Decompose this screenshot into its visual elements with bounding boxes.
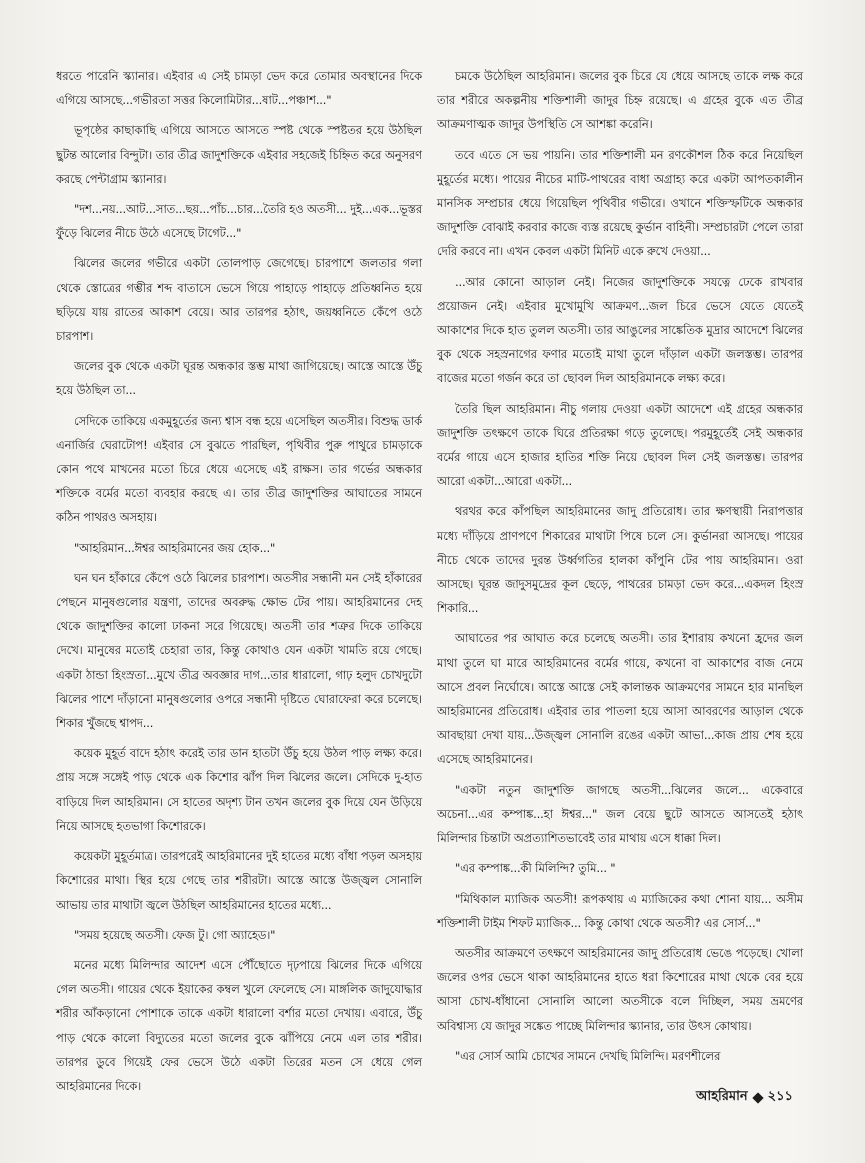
diamond-icon	[752, 1092, 763, 1103]
right-text-column	[437, 64, 803, 1074]
paragraph: চমকে উঠেছিল আহরিমান। জলের বুক চিরে যে ধেয়ে আসছে তাকে লক্ষ করে তার শরীরে অকল্পনীয় শক্তিশালী জাদুর চিহ্ন রয়েছে। এ গ্রহের বুকে এত তীব্র আক্রমণাত্মক জাদুর উপস্থিতি সে আশঙ্কা করেনি।	[437, 69, 803, 132]
running-title: আহরিমান	[696, 1089, 748, 1104]
paragraph: তৈরি ছিল আহরিমান। নীচু গলায় দেওয়া একটা আদেশে এই গ্রহের অন্ধকার জাদুশক্তি তৎক্ষণে তাকে ঘিরে প্রতিরক্ষা গড়ে তুলেছে। পরমুহূর্তেই সেই অন্ধকার বর্মের গায়ে এসে হাজার হাতির শক্তি নিয়ে ছোবল দিল সেই জলস্তম্ভ। তারপর আরো একটা...আরো একটা...	[437, 401, 803, 489]
paragraph: ঝিলের জলের গভীরে একটা তোলপাড় জেগেছে। চারপাশে জলতার গলা থেকে স্তোত্রের গম্ভীর শব্দ বাতাসে ভেসে গিয়ে পাহাড়ে পাহাড়ে প্রতিধ্বনিত হয়ে ছড়িয়ে যায় রাতের আকাশ বেয়ে। আর তারপর হঠাৎ, জয়ধ্বনিতে কেঁপে ওঠে চারপাশ।	[56, 256, 422, 344]
paragraph: কয়েকটা মুহূর্তমাত্র। তারপরেই আহরিমানের দুই হাতের মধ্যে বাঁধা পড়ল অসহায় কিশোরের মাথা। স্থির হয়ে গেছে তার শরীরটা। আস্তে আস্তে উজ্জ্বল সোনালি আভায় তার মাথাটা জ্বলে উঠছিল আহরিমানের হাতের মধ্যে...	[56, 849, 422, 912]
paragraph: ভূপৃষ্ঠের কাছাকাছি এগিয়ে আসতে আসতে স্পষ্ট থেকে স্পষ্টতর হয়ে উঠছিল ছুটন্ত আলোর বিন্দুটা। তার তীব্র জাদুশক্তিকে এইবার সহজেই চিহ্নিত করে অনুসরণ করছে পেন্টাগ্রাম স্ক্যানার।	[56, 123, 422, 186]
paragraph: "একটা নতুন জাদুশক্তি জাগছে অতসী...ঝিলের জলে... একেবারে অচেনা...এর কম্পাঙ্ক...হা ঈশ্বর..." জল বেয়ে ছুটে আসতে আসতেই হঠাৎ মিলিন্দার চিন্তাটা অপ্রত্যাশিতভাবেই তার মাথায় এসে ধাক্কা দিল।	[437, 782, 803, 846]
paragraph: ...আর কোনো আড়াল নেই। নিজের জাদুশক্তিকে সযত্নে ঢেকে রাখবার প্রয়োজন নেই। এইবার মুখোমুখি আক্রমণ...জল চিরে ভেসে যেতে যেতেই আকাশের দিকে হাত তুলল অতসী। তার আঙুলের সাঙ্কেতিক মুদ্রার আদেশে ঝিলের বুক থেকে সহস্রনাগের ফণার মতোই মাথা তুলে দাঁড়াল একটা জলস্তম্ভ। তারপর বাজের মতো গর্জন করে তা ছোবল দিল আহরিমানকে লক্ষ্য করে।	[437, 274, 803, 386]
paragraph: "এর সোর্স আমি চোখের সামনে দেখছি মিলিন্দি। মরণশীলের	[455, 1048, 721, 1063]
paragraph: ঘন ঘন হাঁকারে কেঁপে ওঠে ঝিলের চারপাশ। অতসীর সন্ধানী মন সেই হাঁকারের পেছনে মানুষগুলোর যন্ত্রণা, তাদের অবরুদ্ধ ক্ষোভ টের পায়। আহরিমানের দেহ থেকে জাদুশক্তির কালো ঢাকনা সরে গিয়েছে। অতসী তার শত্রুর দিকে তাকিয়ে দেখে। মানুষের মতোই চেহারা তার, কিন্তু কোথাও যেন একটা খামতি রয়ে গেছে। একটা ঠান্ডা হিংস্রতা...মুখে তীব্র অবজ্ঞার দাগ...তার ধারালো, গাঢ় হলুদ চোখদুটো ঝিলের পাশে দাঁড়ানো মানুষগুলোর ওপরে সন্ধানী দৃষ্টিতে ঘোরাফেরা করে চলেছে। শিকার খুঁজছে শ্বাপদ...	[56, 570, 422, 731]
paragraph: জলের বুক থেকে একটা ঘূরন্ত অন্ধকার স্তম্ভ মাথা জাগিয়েছে। আস্তে আস্তে উঁচু হয়ে উঠছিল তা...	[56, 359, 422, 398]
left-text-column	[56, 64, 422, 1104]
paragraph: কয়েক মুহূর্ত বাদে হঠাৎ করেই তার ডান হাতটা উঁচু হয়ে উঠল পাড় লক্ষ্য করে। প্রায় সঙ্গে সঙ্গেই পাড় থেকে এক কিশোর ঝাঁপ দিল ঝিলের জলে। সেদিকে দু-হাত বাড়িয়ে দিল আহরিমান। সে হাতের অদৃশ্য টান তখন জলের বুক দিয়ে যেন উড়িয়ে নিয়ে আসছে হতভাগা কিশোরকে।	[56, 746, 422, 833]
paragraph: "মিথিকাল ম্যাজিক অতসী! রূপকথায় এ ম্যাজিকের কথা শোনা যায়... অসীম শক্তিশালী টাইম শিফট ম্যাজিক... কিন্তু কোথা থেকে অতসী? এর সোর্স..."	[437, 891, 803, 930]
paragraph: ধরতে পারেনি স্ক্যানার। এইবার এ সেই চামড়া ভেদ করে তোমার অবস্থানের দিকে এগিয়ে আসছে...গভীরতা সত্তর কিলোমিটার...ষাট...পঞ্চাশ..."	[56, 69, 422, 108]
paragraph: মনের মধ্যে মিলিন্দার আদেশ এসে পৌঁছোতে দৃঢ়পায়ে ঝিলের দিকে এগিয়ে গেল অতসী। গায়ের থেকে ইয়াকের কম্বল খুলে ফেলেছে সে। মাঙ্গলিক জাদুযোদ্ধার শরীর আঁকড়ানো পোশাকে তাকে একটা ধারালো বর্শার মতো দেখায়। এবারে, উঁচু পাড় থেকে কালো বিদ্যুতের মতো জলের বুকে ঝাঁপিয়ে নেমে এল তার শরীর। তারপর ডুবে গিয়েই ফের ভেসে উঠে একটা তিরের মতন সে ধেয়ে গেল আহরিমানের দিকে।	[56, 957, 422, 1093]
paragraph: থরথর করে কাঁপছিল আহরিমানের জাদু প্রতিরোধ। তার ক্ষণস্থায়ী নিরাপত্তার মধ্যে দাঁড়িয়ে প্রাণপণে শিকারের মাথাটা পিষে চলে সে। কুর্ভানরা আসছে। পায়ের নীচে থেকে তাদের দুরন্ত উর্ধ্বগতির হালকা কাঁপুনি টের পায় আহরিমান। ওরা আসছে। ঘূরন্ত জাদুসমুদ্রের কূল ছেড়ে, পাথরের চামড়া ভেদ করে...একদল হিংস্র শিকারি...	[437, 504, 803, 616]
paragraph: আঘাতের পর আঘাত করে চলেছে অতসী। তার ইশারায় কখনো হ্রদের জল মাথা তুলে ঘা মারে আহরিমানের বর্মের গায়ে, কখনো বা আকাশের বাজ নেমে আসে প্রবল নির্ঘোষে। আস্তে আস্তে সেই কালান্তক আক্রমণের সামনে হার মানছিল আহরিমানের প্রতিরোধ। এইবার তার পাতলা হয়ে আসা আবরণের আড়াল থেকে আবছায়া দেখা যায়...উজ্জ্বল সোনালি রঙের একটা আভা...কাজ প্রায় শেষ হয়ে এসেছে আহরিমানের।	[437, 631, 803, 767]
paragraph: "এর কম্পাঙ্ক...কী মিলিন্দি? তুমি... "	[455, 861, 616, 876]
paragraph: "দশ...নয়...আট...সাত...ছয়...পাঁচ...চার...তৈরি হও অতসী... দুই...এক...ভূস্তর ফুঁড়ে ঝিলের নীচে উঠে এসেছে টাগেট..."	[56, 202, 422, 241]
paragraph: "সময় হয়েছে অতসী। ফেজ টু। গো অ্যাহেড।"	[74, 927, 276, 942]
paragraph: তবে এতে সে ভয় পায়নি। তার শক্তিশালী মন রণকৌশল ঠিক করে নিয়েছিল মুহূর্তের মধ্যে। পায়ের নীচের মাটি-পাথরের বাধা অগ্রাহ্য করে একটা আপতকালীন মানসিক সম্প্রচার ধেয়ে গিয়েছিল পৃথিবীর গভীরে। ওখানে শক্তিস্ফটিকে অন্ধকার জাদুশক্তি বোঝাই করবার কাজে ব্যস্ত রয়েছে কুর্ভান বাহিনী। সম্প্রচারটা পেলে তারা দেরি করবে না। এখন কেবল একটা মিনিট একে রুখে দেওয়া...	[437, 147, 803, 259]
paragraph: সেদিকে তাকিয়ে একমুহূর্তের জন্য শ্বাস বন্ধ হয়ে এসেছিল অতসীর। বিশুদ্ধ ডার্ক এনার্জির ঘেরাটোপ! এইবার সে বুঝতে পারছিল, পৃথিবীর পুরু পাথুরে চামড়াকে কোন পথে মাখনের মতো চিরে ধেয়ে এসেছে এই রাক্ষস। তার গর্ভের অন্ধকার শক্তিকে বর্মের মতো ব্যবহার করছে এ। তার তীব্র জাদুশক্তির আঘাতের সামনে কঠিন পাথরও অসহায়।	[56, 413, 422, 525]
page-footer	[696, 1087, 793, 1108]
paragraph: অতসীর আক্রমণে তৎক্ষণে আহরিমানের জাদু প্রতিরোধ ভেঙে পড়েছে। খোলা জলের ওপর ভেসে থাকা আহরিমানের হাতে ধরা কিশোরের মাথা থেকে বের হয়ে আসা চোখ-ধাঁধানো সোনালি আলো অতসীকে বলে দিচ্ছিল, সময় ভ্রমণের অবিশ্বাস্য যে জাদুর সঙ্কেত পাচ্ছে মিলিন্দার স্ক্যানার, তার উৎস কোথায়।	[437, 945, 803, 1033]
paragraph: "আহরিমান...ঈশ্বর আহরিমানের জয় হোক..."	[74, 540, 276, 555]
page-number: ২১১	[767, 1089, 793, 1104]
